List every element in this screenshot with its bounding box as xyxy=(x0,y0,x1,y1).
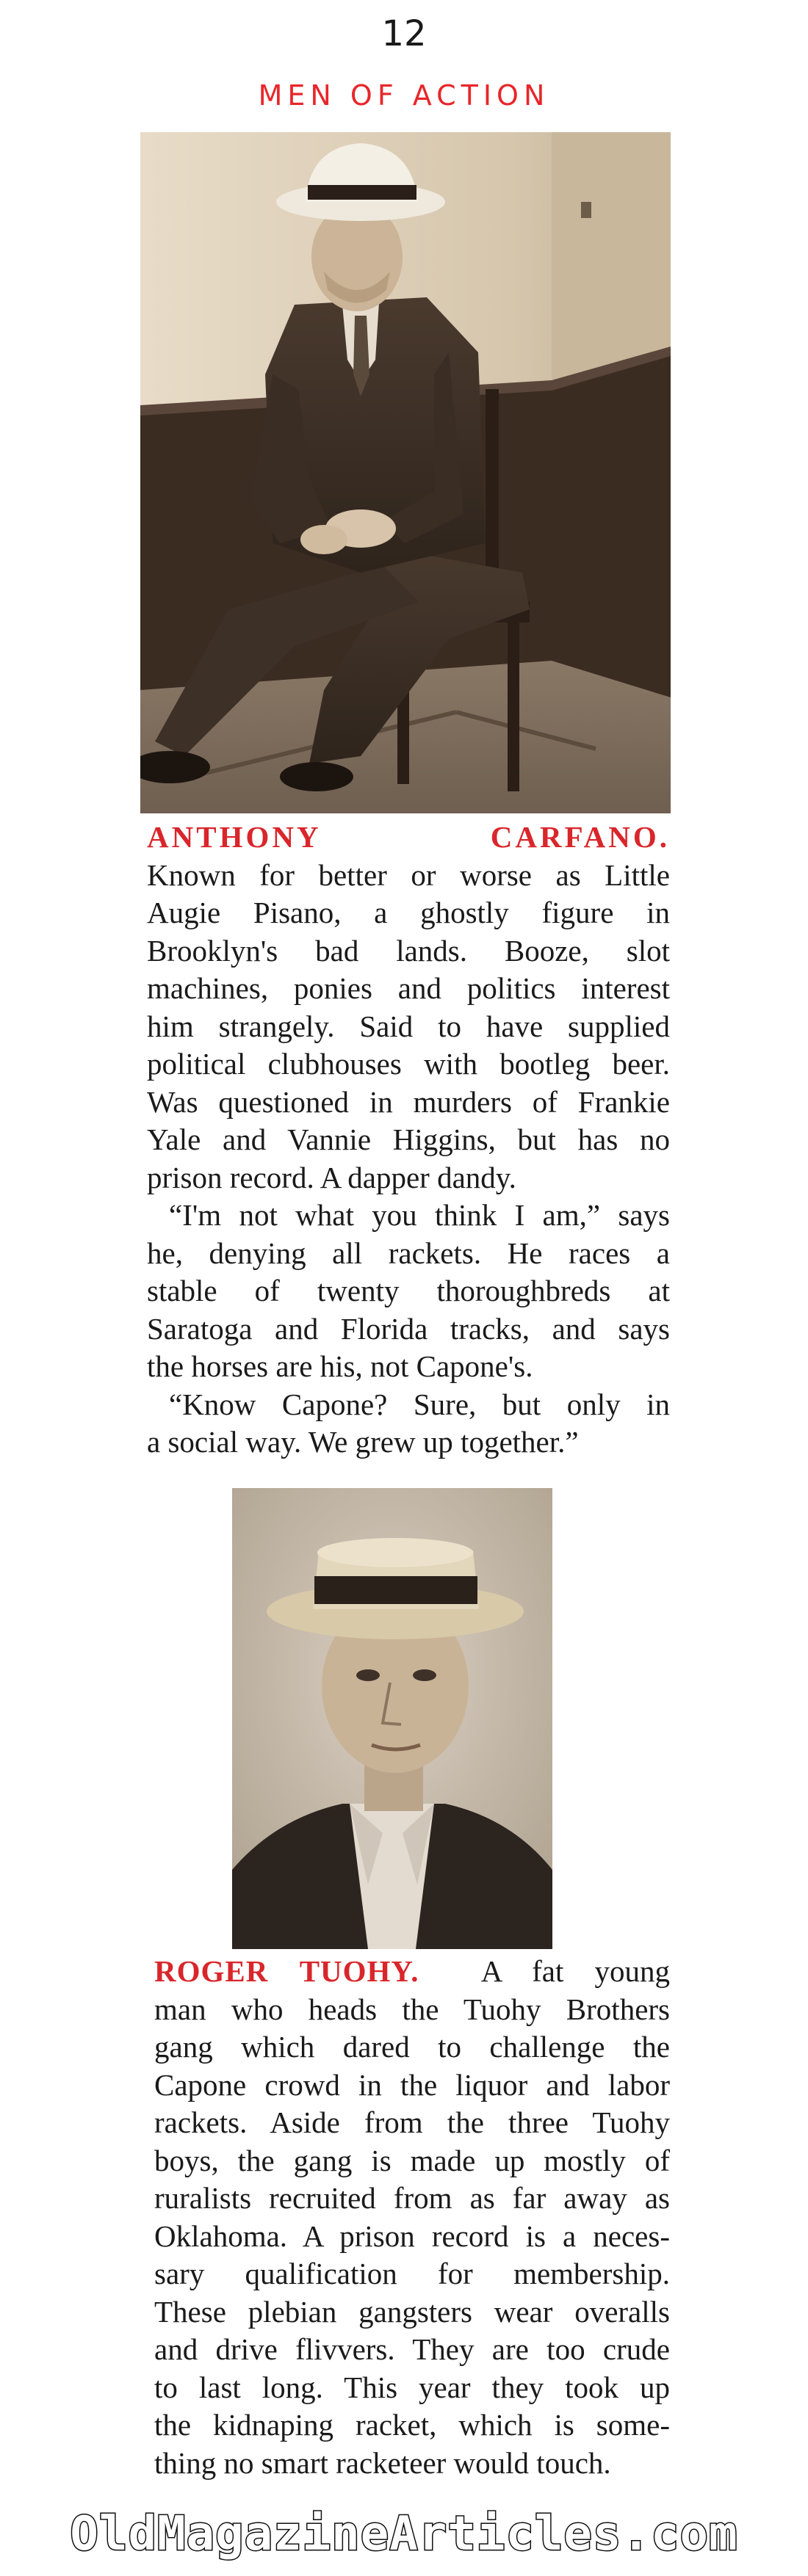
tuohy-paragraph xyxy=(154,1953,670,2482)
text-line: ruralists recruited from as far away as xyxy=(154,2181,670,2215)
text-line: Oklahoma. A prison record is a neces- xyxy=(154,2218,670,2253)
watermark-footer[interactable]: OldMagazineArticles.com xyxy=(70,2507,738,2561)
carfano-paragraph xyxy=(147,819,670,1197)
text-line: Capone crowd in the liquor and labor xyxy=(154,2067,670,2102)
text-line: the horses are his, not Capone's. xyxy=(147,1349,533,1383)
text-line: gang which dared to challenge the xyxy=(154,2030,670,2064)
text-line: Yale and Vannie Higgins, but has no xyxy=(147,1122,670,1156)
text-line: thing no smart racketeer would touch. xyxy=(154,2445,611,2480)
text-line: Known for better or worse as Little xyxy=(147,857,670,892)
carfano-name-line xyxy=(147,819,670,857)
page-number: 12 xyxy=(381,13,427,54)
text-line: he, denying all rackets. He races a xyxy=(147,1236,670,1270)
text-line: a social way. We grew up together.” xyxy=(147,1425,579,1459)
text-line: Was questioned in murders of Frankie xyxy=(147,1084,670,1119)
tuohy-article xyxy=(154,1953,670,2482)
carfano-quote-1 xyxy=(147,1197,670,1386)
text-line: machines, ponies and politics interest xyxy=(147,971,670,1005)
carfano-photo xyxy=(140,132,671,813)
text-line: political clubhouses with bootleg beer. xyxy=(147,1047,670,1081)
text-line: A fat young xyxy=(480,1954,670,1988)
text-line: “I'm not what you think I am,” says xyxy=(169,1198,670,1232)
tuohy-name: ROGER TUOHY. xyxy=(154,1954,419,1988)
text-line: Brooklyn's bad lands. Booze, slot xyxy=(147,933,670,968)
text-line: boys, the gang is made up mostly of xyxy=(154,2143,670,2177)
text-line: These plebian gangsters wear overalls xyxy=(154,2294,670,2329)
text-line: sary qualification for membership. xyxy=(154,2257,670,2290)
carfano-quote-2 xyxy=(147,1386,670,1462)
tuohy-first-line xyxy=(154,1953,670,1991)
text-line: man who heads the Tuohy Brothers xyxy=(154,1992,670,2026)
text-line: prison record. A dapper dandy. xyxy=(147,1160,516,1194)
text-line: Augie Pisano, a ghostly figure in xyxy=(147,896,670,929)
tuohy-photo xyxy=(232,1488,552,1949)
text-line: “Know Capone? Sure, but only in xyxy=(169,1387,670,1421)
text-line: him strangely. Said to have supplied xyxy=(147,1009,670,1043)
text-line: stable of twenty thoroughbreds at xyxy=(147,1274,670,1307)
text-line: rackets. Aside from the three Tuohy xyxy=(154,2105,670,2139)
text-line: Saratoga and Florida tracks, and says xyxy=(147,1311,670,1346)
text-line: to last long. This year they took up xyxy=(154,2370,670,2404)
text-line: and drive flivvers. They are too crude xyxy=(154,2332,670,2366)
carfano-name: ANTHONY CARFANO. xyxy=(147,820,670,854)
section-title: MEN OF ACTION xyxy=(258,79,550,112)
text-line: the kidnaping racket, which is some- xyxy=(154,2408,670,2442)
carfano-article xyxy=(147,819,670,1462)
